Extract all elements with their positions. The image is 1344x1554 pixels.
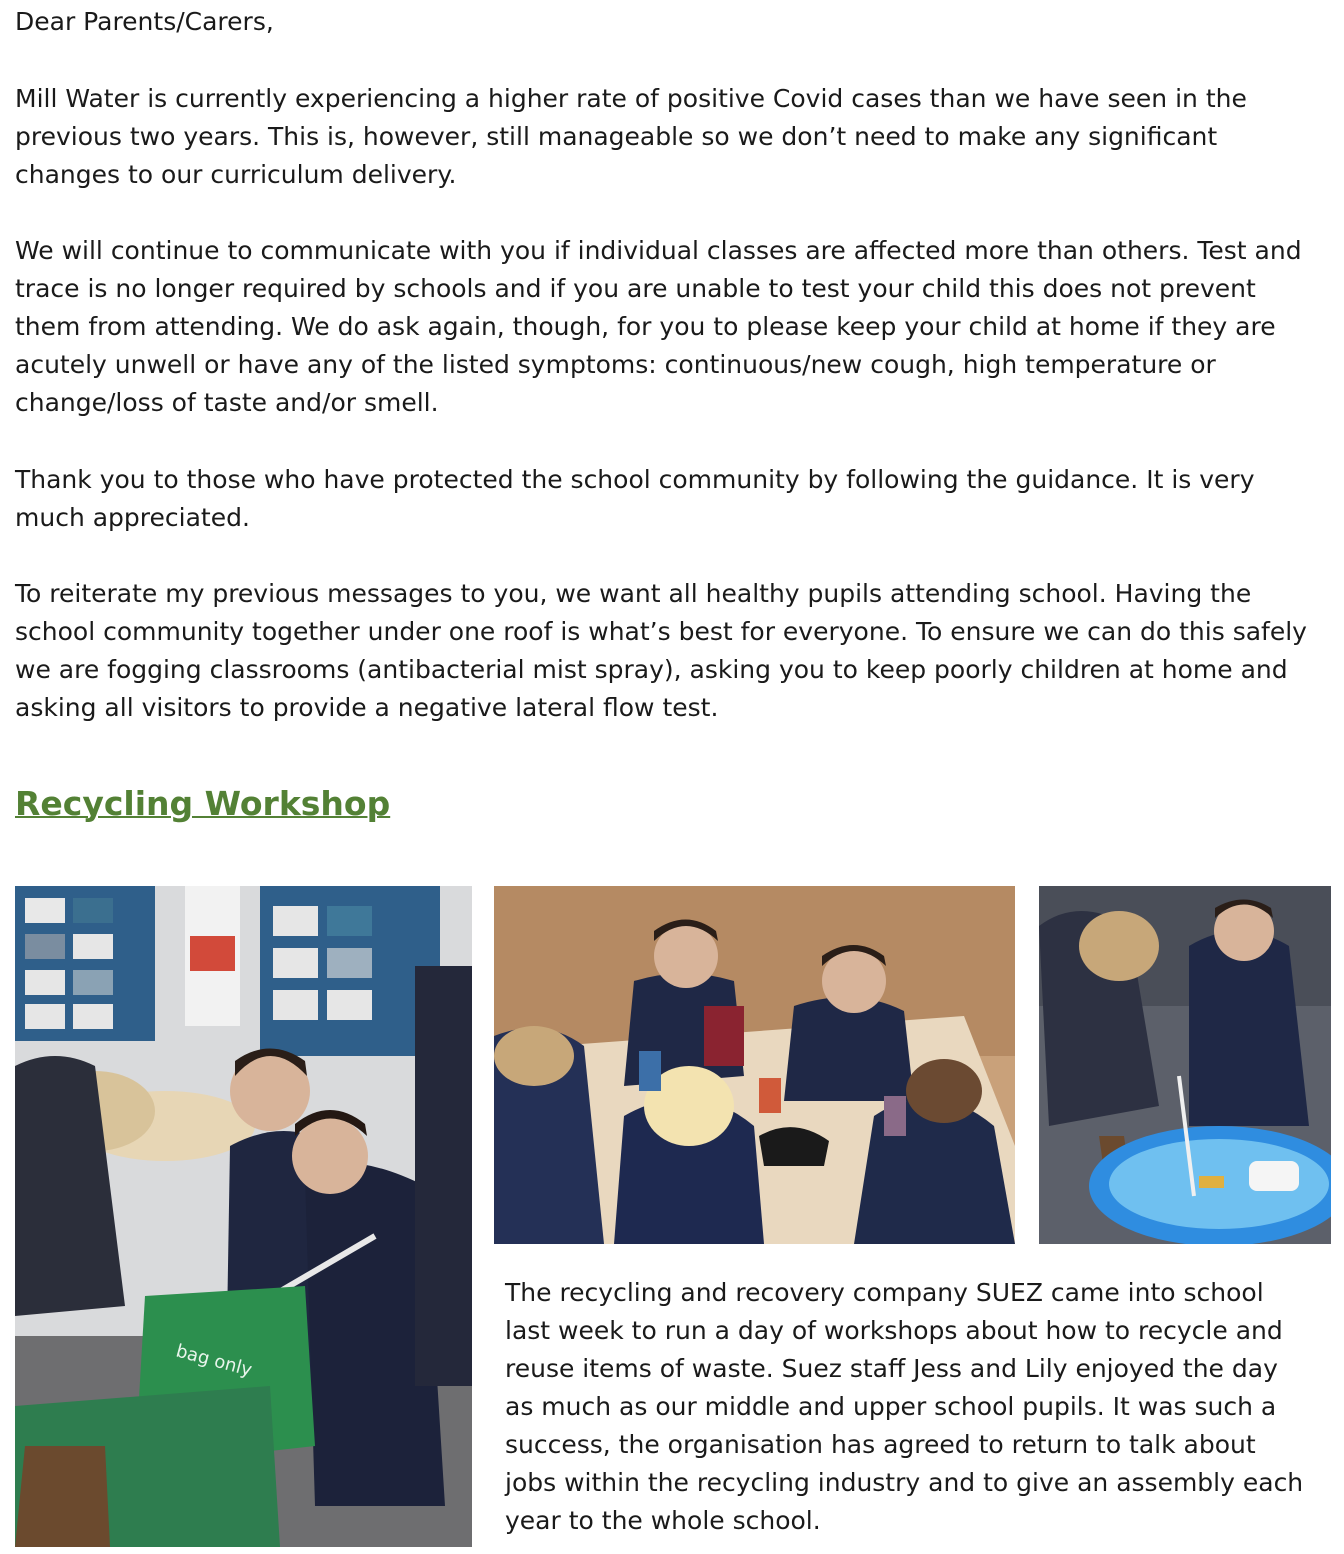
section-heading: Recycling Workshop bbox=[15, 784, 391, 823]
caption-line: as much as our middle and upper school pupils. It was such a bbox=[505, 1392, 1277, 1421]
text-line: we are fogging classrooms (antibacterial mist spray), asking you to keep poorly children at home and bbox=[15, 655, 1288, 684]
text-line: Mill Water is currently experiencing a higher rate of positive Covid cases than we have seen in the bbox=[15, 84, 1247, 113]
photo-paddling-pool-illustration bbox=[1039, 886, 1331, 1244]
caption-line: The recycling and recovery company SUEZ came into school bbox=[505, 1278, 1264, 1307]
photo-table-activity-illustration bbox=[494, 886, 1015, 1244]
text-line: trace is no longer required by schools and if you are unable to test your child this does not prevent bbox=[15, 274, 1256, 303]
paragraph-reiterate bbox=[15, 575, 1335, 727]
photo-recycling-bag bbox=[15, 886, 472, 1547]
text-line: asking all visitors to provide a negative lateral flow test. bbox=[15, 693, 719, 722]
photo-recycling-bag-illustration bbox=[15, 886, 472, 1547]
text-line: much appreciated. bbox=[15, 503, 250, 532]
text-line: To reiterate my previous messages to you, we want all healthy pupils attending school. Having the bbox=[15, 579, 1252, 608]
photo-caption bbox=[505, 1274, 1335, 1540]
caption-line: last week to run a day of workshops about how to recycle and bbox=[505, 1316, 1283, 1345]
paragraph-communication bbox=[15, 232, 1335, 422]
text-line: them from attending. We do ask again, though, for you to please keep your child at home if they are bbox=[15, 312, 1276, 341]
greeting-line: Dear Parents/Carers, bbox=[15, 7, 274, 36]
paragraph-thanks bbox=[15, 461, 1335, 537]
caption-line: jobs within the recycling industry and to give an assembly each bbox=[505, 1468, 1304, 1497]
greeting bbox=[15, 3, 1335, 41]
text-line: changes to our curriculum delivery. bbox=[15, 160, 457, 189]
caption-line: reuse items of waste. Suez staff Jess and Lily enjoyed the day bbox=[505, 1354, 1278, 1383]
text-line: acutely unwell or have any of the listed symptoms: continuous/new cough, high temperature or bbox=[15, 350, 1216, 379]
text-line: school community together under one roof is what’s best for everyone. To ensure we can do this safely bbox=[15, 617, 1307, 646]
caption-line: success, the organisation has agreed to return to talk about bbox=[505, 1430, 1256, 1459]
text-line: We will continue to communicate with you if individual classes are affected more than others. Test and bbox=[15, 236, 1302, 265]
photo-table-activity bbox=[494, 886, 1015, 1244]
photo-paddling-pool bbox=[1039, 886, 1331, 1244]
text-line: previous two years. This is, however, still manageable so we don’t need to make any significant bbox=[15, 122, 1218, 151]
caption-line: year to the whole school. bbox=[505, 1506, 821, 1535]
text-line: change/loss of taste and/or smell. bbox=[15, 388, 439, 417]
text-line: Thank you to those who have protected the school community by following the guidance. It is very bbox=[15, 465, 1255, 494]
paragraph-covid-cases bbox=[15, 80, 1335, 194]
bag-label: bag only bbox=[173, 1340, 255, 1381]
